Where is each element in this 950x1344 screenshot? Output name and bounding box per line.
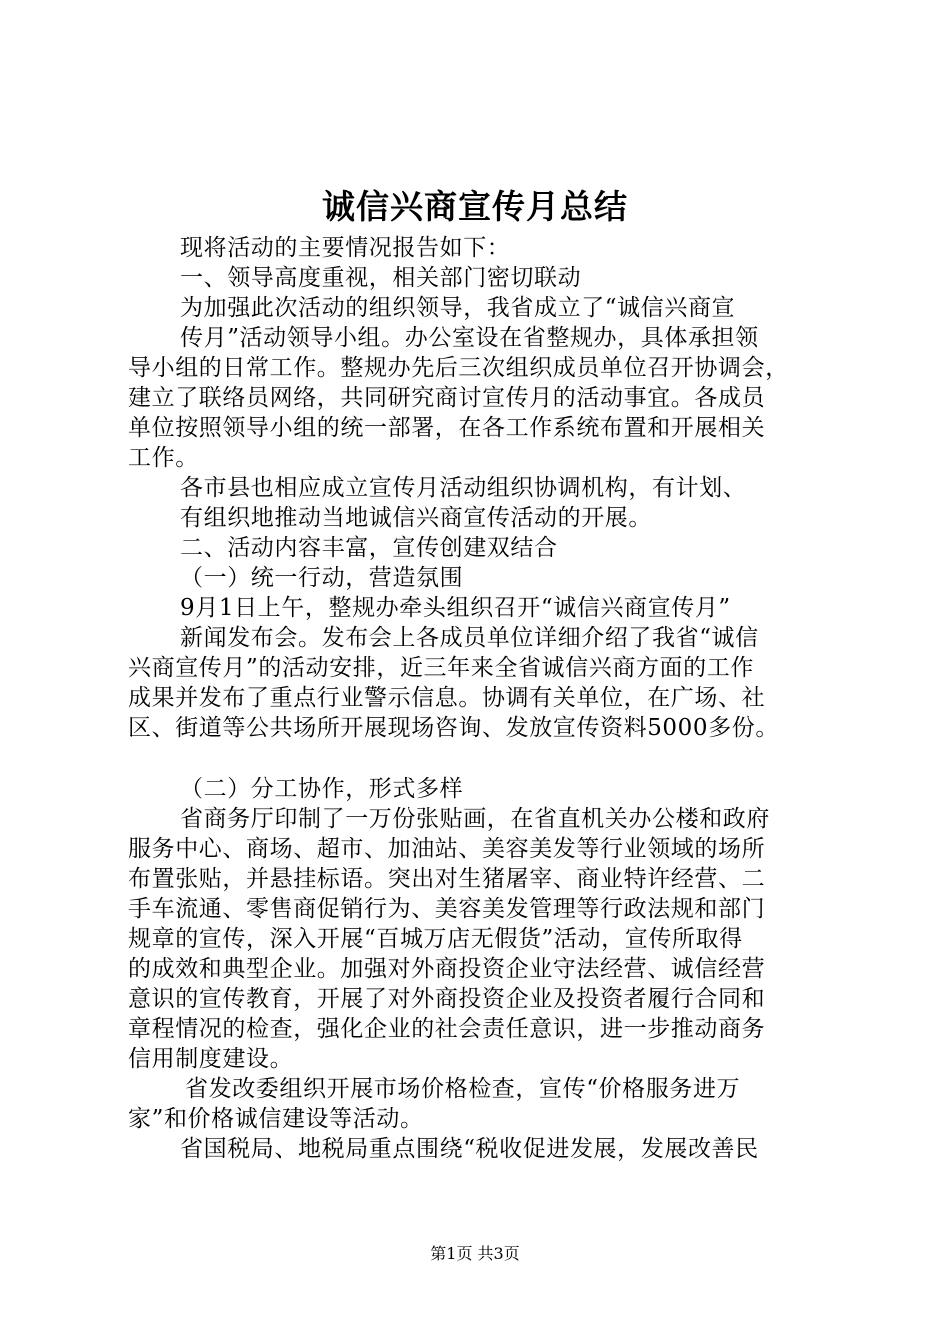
subsection-heading: （二）分工协作，形式多样 [180, 776, 464, 802]
paragraph-line: 工作。 [128, 445, 199, 471]
paragraph-line: 章程情况的检查，强化企业的社会责任意识，进一步推动商务 [128, 1016, 766, 1042]
document-title: 诚信兴商宣传月总结 [322, 187, 628, 226]
paragraph-line: 传月”活动领导小组。办公室设在省整规办，具体承担领 [180, 325, 759, 351]
paragraph-line: 各市县也相应成立宣传月活动组织协调机构，有计划、 [180, 475, 747, 501]
paragraph-line: 省发改委组织开展市场价格检查，宣传“价格服务进万 [185, 1076, 741, 1102]
paragraph-line: 的成效和典型企业。加强对外商投资企业守法经营、诚信经营 [128, 956, 766, 982]
section-heading: 一、领导高度重视，相关部门密切联动 [180, 265, 582, 291]
paragraph-line: 规章的宣传，深入开展“百城万店无假货”活动，宣传所取得 [128, 926, 743, 952]
paragraph-line: 手车流通、零售商促销行为、美容美发管理等行政法规和部门 [128, 896, 766, 922]
paragraph-line: 意识的宣传教育，开展了对外商投资企业及投资者履行合同和 [128, 986, 766, 1012]
page-footer: 第1页 共3页 [430, 1244, 520, 1263]
paragraph-line: 区、街道等公共场所开展现场咨询、发放宣传资料5000多份。 [128, 715, 779, 741]
paragraph-line: 省国税局、地税局重点围绕“税收促进发展，发展改善民 [180, 1136, 759, 1162]
paragraph-line: 成果并发布了重点行业警示信息。协调有关单位，在广场、社 [128, 685, 766, 711]
paragraph-line: 单位按照领导小组的统一部署，在各工作系统布置和开展相关 [128, 415, 766, 441]
paragraph-line: 省商务厅印制了一万份张贴画，在省直机关办公楼和政府 [180, 806, 770, 832]
paragraph-line: 建立了联络员网络，共同研究商讨宣传月的活动事宜。各成员 [128, 385, 766, 411]
paragraph-line: 兴商宣传月”的活动安排，近三年来全省诚信兴商方面的工作 [128, 655, 754, 681]
paragraph-line: 信用制度建设。 [128, 1046, 294, 1072]
paragraph-line: 9月1日上午，整规办牵头组织召开“诚信兴商宣传月” [180, 595, 731, 621]
subsection-heading: （一）统一行动，营造氛围 [180, 565, 464, 591]
paragraph-line: 导小组的日常工作。整规办先后三次组织成员单位召开协调会， [128, 355, 789, 381]
paragraph-line: 为加强此次活动的组织领导，我省成立了“诚信兴商宣 [180, 295, 736, 321]
paragraph-line: 家”和价格诚信建设等活动。 [128, 1106, 424, 1132]
paragraph-line: 新闻发布会。发布会上各成员单位详细介绍了我省“诚信 [180, 625, 759, 651]
paragraph-gap [128, 743, 834, 774]
section-heading: 二、活动内容丰富，宣传创建双结合 [180, 535, 558, 561]
paragraph-line: 布置张贴，并悬挂标语。突出对生猪屠宰、商业特许经营、二 [128, 866, 766, 892]
paragraph-line: 现将活动的主要情况报告如下： [180, 235, 511, 261]
paragraph-line: 有组织地推动当地诚信兴商宣传活动的开展。 [180, 505, 652, 531]
document-body [128, 233, 834, 1164]
paragraph-line: 服务中心、商场、超市、加油站、美容美发等行业领域的场所 [128, 836, 766, 862]
